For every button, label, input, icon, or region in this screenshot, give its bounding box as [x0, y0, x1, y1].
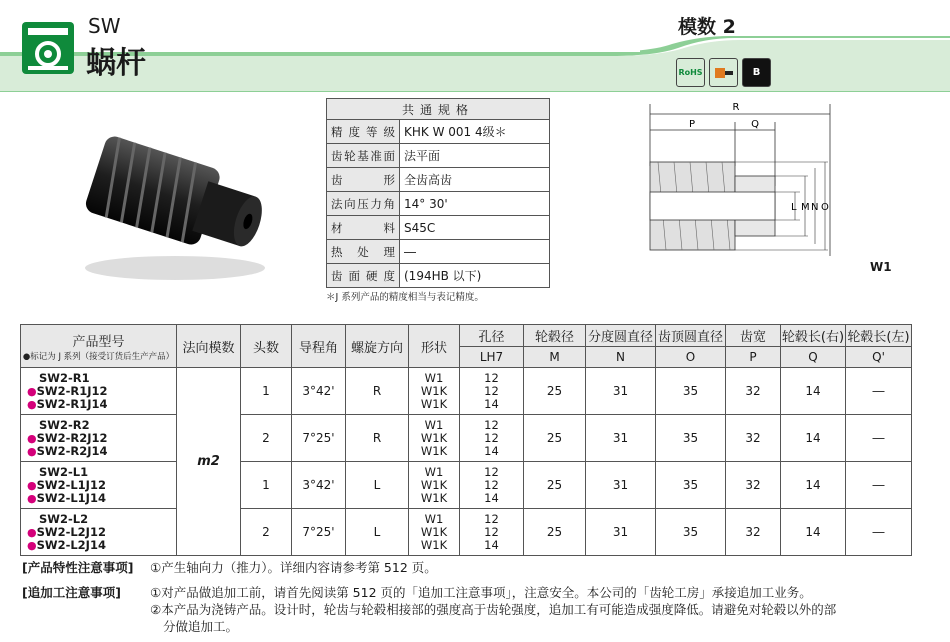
note-product-characteristics — [22, 559, 836, 576]
drawing-caption: W1 — [870, 260, 892, 274]
bore-cell — [460, 509, 524, 556]
shape-cell — [409, 368, 460, 415]
shape-value: W1 — [424, 464, 444, 479]
j-series-dot-icon: ● — [27, 538, 37, 552]
hub-len-right-cell: 14 — [781, 415, 846, 462]
hub-len-right-cell: 14 — [781, 509, 846, 556]
dim-Q-label: Q — [751, 119, 759, 130]
face-width-cell: 32 — [726, 509, 781, 556]
shape-value: W1K — [420, 490, 448, 505]
brand-logo — [22, 22, 74, 74]
product-code: SW2-R1 — [39, 370, 90, 385]
header-pitch-dia-sub: N — [586, 347, 656, 368]
pitch-dia-cell: 31 — [586, 368, 656, 415]
product-code: SW2-R2J12 — [36, 430, 108, 445]
b-class-badge-icon: B — [742, 58, 771, 87]
header-hub-dia: 轮毂径 — [524, 325, 586, 347]
table-row — [21, 509, 912, 556]
header-hub-len-right-sub: Q — [781, 347, 846, 368]
bore-value: 12 — [484, 430, 499, 445]
spec-value: 法平面 — [400, 144, 550, 168]
shape-value: W1K — [420, 477, 448, 492]
j-series-dot-icon: ● — [27, 478, 37, 492]
hub-len-left-cell: ― — [846, 509, 912, 556]
header-face-width-sub: P — [726, 347, 781, 368]
shape-cell — [409, 462, 460, 509]
shape-cell — [409, 415, 460, 462]
product-code: SW2-L1 — [39, 464, 89, 479]
j-series-dot-icon: ● — [27, 384, 37, 398]
page-title: 蜗杆 — [86, 46, 146, 81]
hub-dia-cell: 25 — [524, 368, 586, 415]
dim-L-label: L — [791, 202, 797, 213]
header-tip-dia-sub: O — [656, 347, 726, 368]
header-face-width: 齿宽 — [726, 325, 781, 347]
spec-footnote: ＊J 系列产品的精度相当与表记精度。 — [326, 292, 484, 303]
spec-key: 齿轮基准面 — [327, 144, 400, 168]
face-width-cell: 32 — [726, 368, 781, 415]
header-bore: 孔径 — [460, 325, 524, 347]
pitch-dia-cell: 31 — [586, 509, 656, 556]
face-width-cell: 32 — [726, 462, 781, 509]
shape-value: W1K — [420, 524, 448, 539]
j-series-dot-icon: ● — [27, 491, 37, 505]
tip-dia-cell: 35 — [656, 415, 726, 462]
header-product-note: ●标记为 J 系列（接受订货后生产产品） — [22, 351, 175, 362]
normal-module-cell: m2 — [177, 368, 241, 556]
shape-value: W1 — [424, 417, 444, 432]
bore-value: 12 — [484, 524, 499, 539]
spec-key: 齿 形 — [327, 168, 400, 192]
header-tip-dia: 齿顶圆直径 — [656, 325, 726, 347]
product-code-cell — [21, 462, 177, 509]
spec-value: 全齿高齿 — [400, 168, 550, 192]
note-rework — [22, 584, 836, 635]
dim-O-label: O — [821, 202, 829, 213]
note-body — [150, 584, 836, 635]
header-direction: 螺旋方向 — [346, 325, 409, 368]
w1-dimension-drawing — [640, 96, 850, 276]
bore-cell — [460, 415, 524, 462]
product-code-cell — [21, 509, 177, 556]
worm-product-photo — [60, 118, 290, 288]
note-text: 分做追加工。 — [163, 619, 239, 634]
bore-value: 12 — [484, 464, 499, 479]
badge-row — [676, 58, 771, 87]
spec-value: ― — [400, 240, 550, 264]
shape-cell — [409, 509, 460, 556]
header-threads: 头数 — [241, 325, 292, 368]
spec-value: KHK W 001 4级＊ — [400, 120, 550, 144]
direction-cell: L — [346, 462, 409, 509]
product-code: SW2-L2J12 — [36, 524, 106, 539]
note-text: ②本产品为浇铸产品。设计时，轮齿与轮毂相接部的强度高于齿轮强度，追加工有可能造成强度降低。请避免对轮毂以外的部 — [150, 602, 837, 617]
note-text: ①产生轴向力（推力）。详细内容请参考第 512 页。 — [150, 560, 437, 575]
rohs-badge-icon: RoHS — [676, 58, 705, 87]
shape-value: W1K — [420, 396, 448, 411]
header-lead-angle: 导程角 — [292, 325, 346, 368]
note-label: [追加工注意事项] — [22, 585, 121, 600]
spec-key: 齿面硬度 — [327, 264, 400, 288]
spec-value: (194HB 以下) — [400, 264, 550, 288]
spec-key: 热 处 理 — [327, 240, 400, 264]
threads-cell: 2 — [241, 415, 292, 462]
spec-value: 14° 30' — [400, 192, 550, 216]
product-code-cell — [21, 415, 177, 462]
shape-value: W1 — [424, 511, 444, 526]
product-code: SW2-R2J14 — [36, 443, 108, 458]
j-series-dot-icon: ● — [27, 431, 37, 445]
note-text: ①对产品做追加工前，请首先阅读第 512 页的「追加工注意事项」，注意安全。本公司的「齿轮工房」承接追加工业务。 — [150, 585, 812, 600]
hub-len-left-cell: ― — [846, 462, 912, 509]
table-row — [21, 462, 912, 509]
dim-R-label: R — [732, 102, 740, 113]
worm-gear-logo-icon — [22, 22, 74, 74]
tip-dia-cell: 35 — [656, 368, 726, 415]
header-shape: 形状 — [409, 325, 460, 368]
common-spec-table — [326, 98, 550, 288]
lead-angle-cell: 3°42' — [292, 462, 346, 509]
hub-len-right-cell: 14 — [781, 368, 846, 415]
header-normal-module: 法向模数 — [177, 325, 241, 368]
direction-cell: R — [346, 368, 409, 415]
hub-dia-cell: 25 — [524, 462, 586, 509]
shape-value: W1K — [420, 443, 448, 458]
header-hub-len-right: 轮毂长(右) — [781, 325, 846, 347]
direction-cell: L — [346, 509, 409, 556]
lead-angle-cell: 7°25' — [292, 415, 346, 462]
product-code: SW2-L2 — [39, 511, 89, 526]
table-row — [21, 415, 912, 462]
spec-title: 共通规格 — [327, 99, 550, 120]
bore-value: 12 — [484, 477, 499, 492]
lead-angle-cell: 3°42' — [292, 368, 346, 415]
bore-value: 14 — [484, 537, 499, 552]
spec-key: 材 料 — [327, 216, 400, 240]
header-hub-len-left-sub: Q' — [846, 347, 912, 368]
bore-value: 12 — [484, 370, 499, 385]
header-pitch-dia: 分度圆直径 — [586, 325, 656, 347]
header-hub-dia-sub: M — [524, 347, 586, 368]
dim-N-label: N — [811, 202, 819, 213]
dim-P-label: P — [688, 119, 696, 130]
bore-cell — [460, 462, 524, 509]
product-code: SW2-R1J12 — [36, 383, 108, 398]
spec-key: 法向压力角 — [327, 192, 400, 216]
shape-value: W1 — [424, 370, 444, 385]
bore-value: 14 — [484, 443, 499, 458]
shape-value: W1K — [420, 537, 448, 552]
hub-len-left-cell: ― — [846, 415, 912, 462]
spec-key: 精度等级 — [327, 120, 400, 144]
shape-value: W1K — [420, 430, 448, 445]
spec-value: S45C — [400, 216, 550, 240]
hub-dia-cell: 25 — [524, 415, 586, 462]
header-bore-sub: LH7 — [460, 347, 524, 368]
hub-len-left-cell: ― — [846, 368, 912, 415]
dim-M-label: M — [801, 202, 810, 213]
bore-value: 12 — [484, 383, 499, 398]
product-code: SW2-R1J14 — [36, 396, 108, 411]
product-series-code: SW — [88, 14, 121, 38]
j-series-dot-icon: ● — [27, 444, 37, 458]
bore-value: 14 — [484, 396, 499, 411]
tip-dia-cell: 35 — [656, 462, 726, 509]
header-hub-len-left: 轮毂长(左) — [846, 325, 912, 347]
product-code: SW2-R2 — [39, 417, 90, 432]
product-code-cell — [21, 368, 177, 415]
direction-cell: R — [346, 415, 409, 462]
threads-cell: 1 — [241, 462, 292, 509]
modulus-label: 模数 2 — [678, 16, 736, 38]
header-product-code — [21, 325, 177, 368]
bore-cell — [460, 368, 524, 415]
tip-dia-cell: 35 — [656, 509, 726, 556]
threads-cell: 1 — [241, 368, 292, 415]
table-row — [21, 368, 912, 415]
hub-len-right-cell: 14 — [781, 462, 846, 509]
pitch-dia-cell: 31 — [586, 415, 656, 462]
j-series-dot-icon: ● — [27, 397, 37, 411]
shape-value: W1K — [420, 383, 448, 398]
threads-cell: 2 — [241, 509, 292, 556]
bore-value: 14 — [484, 490, 499, 505]
header-product-code-label: 产品型号 — [72, 334, 125, 350]
j-series-dot-icon: ● — [27, 525, 37, 539]
notes-section — [22, 559, 836, 635]
product-table — [20, 324, 912, 556]
note-label: [产品特性注意事项] — [22, 560, 134, 575]
bore-value: 12 — [484, 511, 499, 526]
bore-value: 12 — [484, 417, 499, 432]
product-code: SW2-L1J14 — [36, 490, 106, 505]
hub-dia-cell: 25 — [524, 509, 586, 556]
product-code: SW2-L1J12 — [36, 477, 106, 492]
lead-angle-cell: 7°25' — [292, 509, 346, 556]
pitch-dia-cell: 31 — [586, 462, 656, 509]
rework-badge-icon — [709, 58, 738, 87]
product-code: SW2-L2J14 — [36, 537, 106, 552]
face-width-cell: 32 — [726, 415, 781, 462]
